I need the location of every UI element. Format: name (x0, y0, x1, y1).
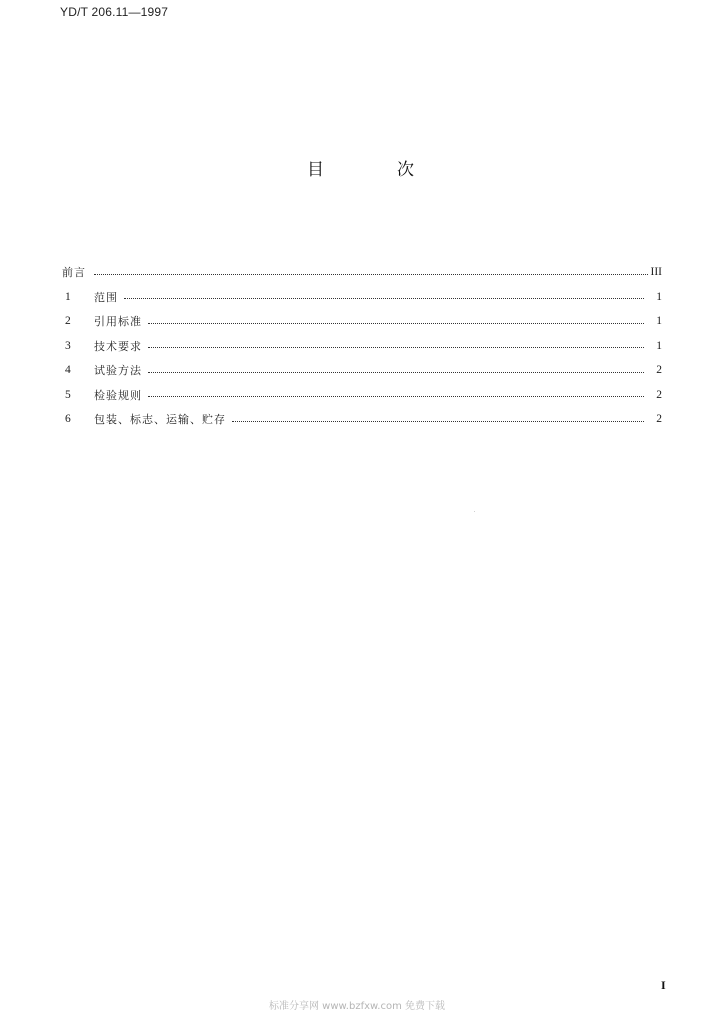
toc-entry-label: 范围 (94, 290, 118, 304)
watermark-text: 标准分享网 www.bzfxw.com 免费下载 (269, 1001, 445, 1012)
toc-entry-packaging[interactable] (62, 407, 662, 432)
toc-entry-number: 2 (65, 315, 71, 328)
toc-entry-normative-references[interactable] (62, 309, 662, 334)
toc-dot-leader (232, 421, 644, 422)
toc-entry-page: 1 (656, 339, 662, 352)
toc-entry-technical-requirements[interactable] (62, 334, 662, 359)
page-number: I (661, 978, 666, 992)
toc-entry-label: 包装、标志、运输、贮存 (94, 413, 226, 427)
toc-entry-number: 4 (65, 364, 71, 377)
toc-entry-foreword[interactable] (62, 260, 662, 285)
page-title-char-1: 目 (307, 160, 324, 180)
toc-entry-page: III (650, 266, 662, 279)
toc-entry-number: 1 (65, 290, 71, 303)
toc-dot-leader (148, 323, 644, 324)
toc-entry-label: 引用标准 (94, 315, 142, 329)
toc-entry-scope[interactable] (62, 285, 662, 310)
toc-dot-leader (124, 298, 644, 299)
toc-entry-label: 技术要求 (94, 339, 142, 353)
toc-entry-inspection-rules[interactable] (62, 383, 662, 408)
toc-entry-page: 2 (656, 364, 662, 377)
page-title-char-2: 次 (397, 160, 414, 180)
table-of-contents (62, 260, 662, 432)
toc-entry-number: 3 (65, 339, 71, 352)
toc-dot-leader (148, 396, 644, 397)
toc-entry-test-methods[interactable] (62, 358, 662, 383)
toc-entry-label: 检验规则 (94, 388, 142, 402)
toc-entry-number: 5 (65, 388, 71, 401)
toc-entry-page: 1 (656, 315, 662, 328)
scan-speck (474, 511, 475, 512)
toc-dot-leader (148, 347, 644, 348)
standard-code: YD/T 206.11—1997 (60, 5, 169, 19)
toc-entry-number: 6 (65, 413, 71, 426)
toc-entry-page: 2 (656, 413, 662, 426)
toc-entry-label: 前言 (62, 266, 86, 280)
toc-entry-page: 2 (656, 388, 662, 401)
toc-entry-label: 试验方法 (94, 364, 142, 378)
page-title (0, 155, 714, 179)
toc-dot-leader (148, 372, 644, 373)
toc-dot-leader (94, 274, 648, 275)
toc-entry-page: 1 (656, 290, 662, 303)
